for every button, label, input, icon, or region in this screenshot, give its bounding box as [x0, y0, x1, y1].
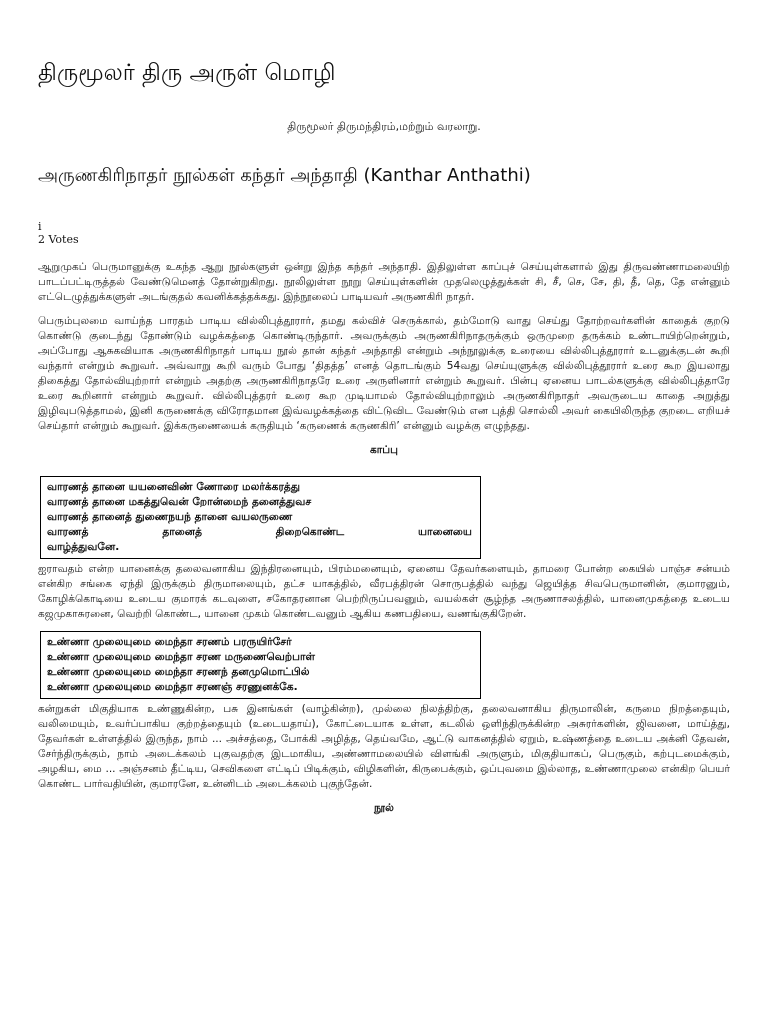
meaning-paragraph-1: ஐராவதம் என்ற யானைக்கு தலைவனாகிய இந்திரனையும், பிரம்மனையும், ஏனைய தேவர்களையும், தாமரை போன்ற கையில் பாஞ்ச சன்யம் என்கிற சங்கை ஏந்தி இருக்கும் திருமாலையும், தட்ச யாகத்தில், வீரபத்திரன் சொருபத்தில் வந்து ஜெயித்த சிவபெருமானின், குமாரனும், கோழிக்கொடியை உடைய குமாரக் கடவுளை, சகோதரனான பெற்றிருப்பவனும், வயல்கள் சூழ்ந்த அருணாசலத்தில், யானைமுகத்தை உடைய கஜமுகாசுரனை, வெற்றி கொண்ட, யானை முகம் கொண்டவனும் ஆகிய கணபதியை, வணங்குகிறேன். [38, 563, 730, 620]
verse-line: வாழ்த்துவனே. [47, 541, 120, 553]
meaning-paragraph-2: கன்றுகள் மிகுதியாக உண்ணுகின்ற, பசு இனங்கள் (வாழ்கின்ற), முல்லை நிலத்திற்கு, தலைவனாகிய திருமாலின், கருமை நிறத்தையும், வலிமையும், உவர்ப்பாகிய குற்றத்தையும் (உடையதாய்), கோட்டையாக உள்ள, கடலில் ஒளிந்திருக்கின்ற அசுரர்களின், ஜிவனை, மாய்த்து, தேவர்கள் உள்ளத்தில் இருந்த, நாம் ... அச்சத்தை, போக்கி அழித்த, தெய்வமே, ஆட்டு வாகனத்தில் ஏறும், உஷ்ணத்தை உடைய அக்னி தேவன், சேர்ந்திருக்கும், நாம் அடைக்கலம் புகுவதற்கு இடமாகிய, அண்ணாமலையில் விளங்கி அருளும், மிகுதியாகப், பெருகும், கற்புடமைக்கும், அழகிய, மை ... அஞ்சனம் தீட்டிய, செவிகளை எட்டிப் பிடிக்கும், விழிகளின், கிருபைக்கும், ஒப்புவமை இல்லாத, உண்ணாமுலை என்கிற பெயர் கொண்ட பார்வதியின், குமாரனே, உன்னிடம் அடைக்கலம் புகுந்தேன். [38, 703, 730, 790]
intro-paragraph: ஆறுமுகப் பெருமானுக்கு உகந்த ஆறு நூல்களுள் ஒன்று இந்த கந்தர் அந்தாதி. இதிலுள்ள காப்புச் செய்யுள்களால் இது திருவண்ணாமலையிற் பாடப்பட்டிருத்தல் வேண்டுமெனத் தோன்றுகிறது. நூலிலுள்ள நூறு செய்யுள்களின் முதலெழுத்துக்கள் சி, சீ, செ, சே, தி, தீ, தெ, தே என்னும் எட்டெழுத்துக்களுள் அடங்குதல் கவனிக்கத்தக்கது. இந்நூலைப் பாடியவர் அருணகிரி நாதர். [38, 261, 730, 303]
post-content [38, 260, 730, 834]
rating-icon[interactable]: i [38, 220, 42, 233]
verse-line: உண்ணா முலையுமை மைந்தா சரணம் பரருயிர்சேர் [47, 636, 292, 648]
verse-line: உண்ணா முலையுமை மைந்தா சரணஞ் சரணுனக்கே. [47, 681, 298, 693]
verse-line: உண்ணா முலையுமை மைந்தா சரண மருணைவெற்பாள் [47, 651, 316, 663]
history-paragraph: பெரும்புலமை வாய்ந்த பாரதம் பாடிய வில்லிபுத்தூரார், தமது கல்விச் செருக்கால், தம்மோடு வாது செய்து தோற்றவர்களின் காதைக் குறடு கொண்டு குடைந்து தோண்டும் வழக்கத்தை கொண்டிருந்தார். அவருக்கும் அருணகிரிநாதருக்கும் ஒருமுறை தருக்கம் உண்டாயிற்றென்றும், அப்போது ஆசுகவியாக அருணகிரிநாதர் பாடிய நூல் தான் கந்தர் அந்தாதி என்றும் அந்நூலுக்கு உரையை வில்லிபுத்தூரார் உடனுக்குடன் கூறி வந்தார் என்றும் கூறுவர். அவ்வாறு கூறி வரும் போது ‘திதத்த’ எனத் தொடங்கும் 54வது செய்யுளுக்கு வில்லிபுத்தூரார் உரை கூற இயலாது திகைத்து தோல்வியுற்றார் என்றும் அதற்கு அருணகிரிநாதரே உரை அருளினார் என்றும் கூறுவர். பின்பு ஏனைய பாடல்களுக்கு வில்லிபுத்தாரே உரை கூறினார் என்றும் கூறுவர். வில்லிபுத்தரர் உரை கூற முடியாமல் தோல்வியுற்றாலும் அருணகிரிநாதர் அவருடைய காதை அறுத்து இழிவுபடுத்தாமல், இனி கருணைக்கு விரோதமான இவ்வழக்கத்தை விட்டுவிட வேண்டும் என புத்தி சொல்லி அவர் கையிலிருந்த குறடை எறியச் செய்தார் என்றும் கூறுவர். இக்கருணையைக் கருதியும் ‘கருணைக் கருணகிரி’ என்னும் வழக்கு எழுந்தது. [38, 315, 731, 432]
verse-line: வாரணத் தானை மகத்துவென் றோன்மைந் தனைத்துவச [47, 496, 312, 508]
site-title[interactable]: திருமூலர் திரு அருள் மொழி [38, 60, 336, 86]
verse-line: வாரணத் தானை யயனைவிண் ணோரை மலர்க்கரத்து [47, 481, 301, 493]
post-title[interactable]: அருணகிரிநாதர் நூல்கள் கந்தர் அந்தாதி (Kanthar Anthathi) [38, 165, 531, 186]
post-rating [38, 220, 79, 246]
verse-line: வாரணத் தானைத் துணைநயந் தானை வயலருணை [47, 511, 293, 523]
verse-box-1 [40, 476, 481, 559]
kaappu-heading: காப்பு [369, 444, 399, 456]
vote-count: 2 Votes [38, 233, 79, 246]
verse-line: உண்ணா முலையுமை மைந்தா சரணந் தனமுமொட்பில் [47, 666, 310, 678]
site-tagline: திருமூலர் திருமந்திரம்,மற்றும் வரலாறு. [287, 120, 481, 133]
verse-line: வாரணத் தானைத் திறைகொண்ட யானையை [47, 526, 472, 538]
verse-box-2 [40, 631, 481, 699]
nool-heading: நூல் [374, 802, 394, 814]
